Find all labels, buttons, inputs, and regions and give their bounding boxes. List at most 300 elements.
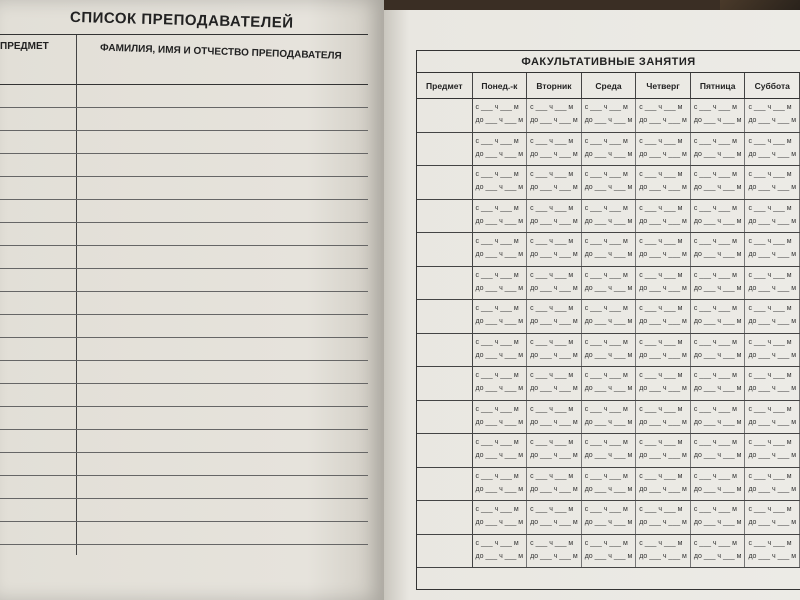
time-slot-cell [691, 334, 746, 367]
time-slot-cell [582, 401, 637, 434]
teacher-row [0, 246, 368, 269]
time-slot-cell [473, 468, 528, 501]
time-slot-cell [582, 334, 637, 367]
time-slot-cell [691, 367, 746, 400]
time-slot-cell [636, 133, 691, 166]
time-from-line: с ___ ч ___ м [639, 405, 683, 413]
time-slot-cell [636, 434, 691, 467]
time-from-line: с ___ ч ___ м [693, 171, 737, 178]
time-slot-cell [636, 99, 691, 132]
time-slot-cell [636, 401, 691, 434]
teacher-row [0, 269, 368, 292]
time-from-line: с ___ ч ___ м [748, 472, 792, 480]
time-to-line: до ___ ч ___ м [748, 385, 797, 392]
time-slot-cell [691, 300, 746, 333]
time-slot-cell [582, 501, 637, 534]
time-to-line: до ___ ч ___ м [639, 251, 687, 258]
time-to-line: до ___ ч ___ м [584, 150, 633, 158]
time-to-line: до ___ ч ___ м [475, 284, 524, 292]
time-from-line: с ___ ч ___ м [639, 204, 683, 212]
time-from-line: с ___ ч ___ м [748, 238, 792, 245]
elective-row [417, 501, 800, 535]
time-from-line: с ___ ч ___ м [639, 506, 683, 513]
time-to-line: до ___ ч ___ м [748, 117, 797, 124]
time-to-line: до ___ ч ___ м [693, 485, 742, 493]
time-to-line: до ___ ч ___ м [748, 485, 797, 493]
time-from-line: с ___ ч ___ м [584, 506, 628, 513]
time-slot-cell [745, 300, 800, 333]
time-from-line: с ___ ч ___ м [584, 238, 628, 245]
time-to-line: до ___ ч ___ м [748, 452, 797, 459]
time-slot-cell [473, 166, 528, 199]
time-slot-cell [745, 401, 800, 434]
time-from-line: с ___ ч ___ м [693, 238, 737, 245]
time-to-line: до ___ ч ___ м [693, 217, 742, 225]
time-slot-cell [691, 133, 746, 166]
time-slot-cell [582, 535, 637, 568]
elective-subject-cell [417, 133, 473, 166]
elective-row [417, 401, 800, 435]
time-to-line: до ___ ч ___ м [475, 552, 524, 560]
time-to-line: до ___ ч ___ м [693, 385, 742, 392]
time-slot-cell [473, 300, 528, 333]
time-slot-cell [527, 334, 582, 367]
time-to-line: до ___ ч ___ м [639, 217, 687, 225]
time-from-line: с ___ ч ___ м [748, 305, 792, 312]
elective-row [417, 367, 800, 401]
time-from-line: с ___ ч ___ м [584, 439, 628, 446]
time-slot-cell [473, 334, 528, 367]
elective-subject-cell [417, 99, 473, 132]
time-to-line: до ___ ч ___ м [530, 217, 578, 225]
time-from-line: с ___ ч ___ м [748, 204, 792, 212]
time-slot-cell [745, 267, 800, 300]
time-slot-cell [691, 501, 746, 534]
time-from-line: с ___ ч ___ м [530, 338, 574, 346]
time-from-line: с ___ ч ___ м [748, 539, 792, 547]
time-slot-cell [691, 535, 746, 568]
elective-row [417, 166, 800, 200]
time-to-line: до ___ ч ___ м [584, 418, 633, 426]
time-from-line: с ___ ч ___ м [530, 372, 574, 379]
teachers-table-rows [0, 85, 368, 545]
time-slot-cell [636, 267, 691, 300]
time-to-line: до ___ ч ___ м [639, 519, 687, 526]
time-slot-cell [636, 334, 691, 367]
time-from-line: с ___ ч ___ м [530, 171, 574, 178]
time-slot-cell [582, 367, 637, 400]
teacher-row [0, 522, 368, 545]
teacher-row [0, 292, 368, 315]
time-from-line: с ___ ч ___ м [530, 506, 574, 513]
time-slot-cell [473, 233, 528, 266]
time-slot-cell [527, 367, 582, 400]
time-from-line: с ___ ч ___ м [475, 238, 519, 245]
elective-row [417, 434, 800, 468]
time-from-line: с ___ ч ___ м [530, 539, 574, 547]
time-from-line: с ___ ч ___ м [584, 372, 628, 379]
time-slot-cell [527, 434, 582, 467]
time-to-line: до ___ ч ___ м [584, 251, 633, 258]
time-from-line: с ___ ч ___ м [748, 137, 792, 145]
teacher-row [0, 85, 368, 108]
time-from-line: с ___ ч ___ м [639, 171, 683, 178]
elective-row [417, 267, 800, 301]
time-to-line: до ___ ч ___ м [693, 284, 742, 292]
teacher-row [0, 223, 368, 246]
time-from-line: с ___ ч ___ м [475, 405, 519, 413]
time-slot-cell [745, 233, 800, 266]
time-from-line: с ___ ч ___ м [475, 372, 519, 379]
time-from-line: с ___ ч ___ м [584, 104, 628, 111]
teacher-row [0, 361, 368, 384]
time-slot-cell [582, 267, 637, 300]
time-to-line: до ___ ч ___ м [748, 184, 797, 191]
time-to-line: до ___ ч ___ м [475, 318, 524, 325]
time-to-line: до ___ ч ___ м [639, 351, 687, 359]
time-to-line: до ___ ч ___ м [530, 485, 578, 493]
time-slot-cell [745, 99, 800, 132]
time-slot-cell [473, 99, 528, 132]
time-from-line: с ___ ч ___ м [639, 104, 683, 111]
time-from-line: с ___ ч ___ м [748, 171, 792, 178]
elective-subject-cell [417, 267, 473, 300]
time-slot-cell [745, 166, 800, 199]
time-to-line: до ___ ч ___ м [584, 519, 633, 526]
time-from-line: с ___ ч ___ м [584, 405, 628, 413]
time-to-line: до ___ ч ___ м [475, 251, 524, 258]
time-slot-cell [582, 99, 637, 132]
time-from-line: с ___ ч ___ м [639, 238, 683, 245]
time-from-line: с ___ ч ___ м [584, 171, 628, 178]
time-to-line: до ___ ч ___ м [475, 117, 524, 124]
time-to-line: до ___ ч ___ м [530, 385, 578, 392]
time-slot-cell [636, 501, 691, 534]
time-slot-cell [636, 468, 691, 501]
time-to-line: до ___ ч ___ м [530, 284, 578, 292]
time-to-line: до ___ ч ___ м [584, 385, 633, 392]
time-to-line: до ___ ч ___ м [693, 452, 742, 459]
time-to-line: до ___ ч ___ м [475, 519, 524, 526]
time-from-line: с ___ ч ___ м [584, 472, 628, 480]
time-to-line: до ___ ч ___ м [475, 485, 524, 493]
elective-row [417, 535, 800, 569]
teacher-row [0, 430, 368, 453]
teacher-row [0, 131, 368, 154]
time-slot-cell [582, 200, 637, 233]
elective-row [417, 200, 800, 234]
time-from-line: с ___ ч ___ м [530, 137, 574, 145]
time-from-line: с ___ ч ___ м [475, 204, 519, 212]
subject-column-header: ПРЕДМЕТ [0, 41, 49, 52]
elective-row [417, 334, 800, 368]
time-slot-cell [527, 501, 582, 534]
time-from-line: с ___ ч ___ м [475, 137, 519, 145]
time-from-line: с ___ ч ___ м [530, 439, 574, 446]
elective-row [417, 300, 800, 334]
time-from-line: с ___ ч ___ м [639, 305, 683, 312]
teacher-row [0, 453, 368, 476]
time-to-line: до ___ ч ___ м [639, 318, 687, 325]
time-from-line: с ___ ч ___ м [639, 372, 683, 379]
time-from-line: с ___ ч ___ м [530, 204, 574, 212]
time-slot-cell [745, 468, 800, 501]
time-slot-cell [527, 300, 582, 333]
time-from-line: с ___ ч ___ м [530, 271, 574, 279]
teachers-table-header [0, 35, 368, 85]
elective-subject-cell [417, 535, 473, 568]
time-to-line: до ___ ч ___ м [475, 217, 524, 225]
time-to-line: до ___ ч ___ м [639, 284, 687, 292]
time-from-line: с ___ ч ___ м [693, 338, 737, 346]
time-slot-cell [636, 166, 691, 199]
time-from-line: с ___ ч ___ м [530, 405, 574, 413]
time-from-line: с ___ ч ___ м [639, 472, 683, 480]
time-from-line: с ___ ч ___ м [693, 372, 737, 379]
time-slot-cell [473, 501, 528, 534]
time-slot-cell [691, 99, 746, 132]
time-to-line: до ___ ч ___ м [748, 519, 797, 526]
elective-subject-cell [417, 401, 473, 434]
time-slot-cell [745, 200, 800, 233]
time-from-line: с ___ ч ___ м [693, 439, 737, 446]
teacher-row [0, 476, 368, 499]
time-slot-cell [473, 401, 528, 434]
time-to-line: до ___ ч ___ м [584, 318, 633, 325]
day-header: Понед.-к [473, 73, 528, 98]
time-from-line: с ___ ч ___ м [748, 439, 792, 446]
time-from-line: с ___ ч ___ м [475, 506, 519, 513]
time-to-line: до ___ ч ___ м [693, 552, 742, 560]
time-from-line: с ___ ч ___ м [584, 338, 628, 346]
time-from-line: с ___ ч ___ м [748, 506, 792, 513]
time-to-line: до ___ ч ___ м [748, 318, 797, 325]
time-from-line: с ___ ч ___ м [639, 271, 683, 279]
time-from-line: с ___ ч ___ м [748, 271, 792, 279]
time-slot-cell [636, 200, 691, 233]
time-to-line: до ___ ч ___ м [639, 150, 687, 158]
time-slot-cell [527, 200, 582, 233]
time-from-line: с ___ ч ___ м [475, 472, 519, 480]
teacher-row [0, 407, 368, 430]
time-slot-cell [582, 300, 637, 333]
time-slot-cell [691, 267, 746, 300]
time-slot-cell [745, 501, 800, 534]
time-from-line: с ___ ч ___ м [475, 171, 519, 178]
time-to-line: до ___ ч ___ м [584, 552, 633, 560]
time-to-line: до ___ ч ___ м [693, 251, 742, 258]
time-to-line: до ___ ч ___ м [530, 251, 578, 258]
time-to-line: до ___ ч ___ м [584, 217, 633, 225]
time-slot-cell [636, 300, 691, 333]
time-from-line: с ___ ч ___ м [693, 506, 737, 513]
elective-subject-cell [417, 468, 473, 501]
time-to-line: до ___ ч ___ м [639, 418, 687, 426]
time-slot-cell [691, 434, 746, 467]
time-to-line: до ___ ч ___ м [748, 251, 797, 258]
time-from-line: с ___ ч ___ м [475, 104, 519, 111]
time-from-line: с ___ ч ___ м [530, 305, 574, 312]
time-slot-cell [636, 233, 691, 266]
time-to-line: до ___ ч ___ м [693, 117, 742, 124]
time-to-line: до ___ ч ___ м [530, 519, 578, 526]
time-to-line: до ___ ч ___ м [475, 385, 524, 392]
time-from-line: с ___ ч ___ м [475, 305, 519, 312]
time-to-line: до ___ ч ___ м [530, 150, 578, 158]
time-to-line: до ___ ч ___ м [693, 150, 742, 158]
teacher-row [0, 154, 368, 177]
time-to-line: до ___ ч ___ м [748, 418, 797, 426]
time-to-line: до ___ ч ___ м [693, 418, 742, 426]
teacher-row [0, 200, 368, 223]
time-from-line: с ___ ч ___ м [639, 439, 683, 446]
time-to-line: до ___ ч ___ м [584, 284, 633, 292]
elective-row [417, 233, 800, 267]
teacher-row [0, 499, 368, 522]
right-page [384, 10, 800, 600]
time-to-line: до ___ ч ___ м [475, 452, 524, 459]
time-to-line: до ___ ч ___ м [639, 485, 687, 493]
teachers-table [0, 34, 368, 554]
time-slot-cell [691, 200, 746, 233]
time-slot-cell [745, 133, 800, 166]
time-to-line: до ___ ч ___ м [475, 184, 524, 191]
time-slot-cell [745, 434, 800, 467]
time-slot-cell [691, 166, 746, 199]
time-from-line: с ___ ч ___ м [530, 472, 574, 480]
teachers-list-title: СПИСОК ПРЕПОДАВАТЕЛЕЙ [69, 8, 294, 32]
time-slot-cell [691, 401, 746, 434]
time-slot-cell [527, 535, 582, 568]
time-slot-cell [527, 468, 582, 501]
time-from-line: с ___ ч ___ м [748, 338, 792, 346]
time-from-line: с ___ ч ___ м [693, 137, 737, 145]
time-slot-cell [473, 267, 528, 300]
time-from-line: с ___ ч ___ м [639, 539, 683, 547]
time-slot-cell [473, 535, 528, 568]
time-from-line: с ___ ч ___ м [693, 472, 737, 480]
time-to-line: до ___ ч ___ м [530, 552, 578, 560]
teacher-row [0, 338, 368, 361]
time-to-line: до ___ ч ___ м [693, 351, 742, 359]
time-to-line: до ___ ч ___ м [748, 150, 797, 158]
teacher-row [0, 177, 368, 200]
time-to-line: до ___ ч ___ м [639, 184, 687, 191]
time-slot-cell [473, 367, 528, 400]
time-from-line: с ___ ч ___ м [693, 204, 737, 212]
time-to-line: до ___ ч ___ м [693, 184, 742, 191]
time-slot-cell [745, 367, 800, 400]
day-header: Четверг [636, 73, 691, 98]
elective-subject-cell [417, 200, 473, 233]
time-from-line: с ___ ч ___ м [530, 238, 574, 245]
time-from-line: с ___ ч ___ м [748, 405, 792, 413]
time-to-line: до ___ ч ___ м [584, 485, 633, 493]
teacher-row [0, 108, 368, 131]
elective-subject-cell [417, 233, 473, 266]
time-from-line: с ___ ч ___ м [693, 405, 737, 413]
time-from-line: с ___ ч ___ м [693, 104, 737, 111]
time-from-line: с ___ ч ___ м [475, 439, 519, 446]
time-to-line: до ___ ч ___ м [639, 552, 687, 560]
subject-header: Предмет [417, 73, 473, 98]
time-to-line: до ___ ч ___ м [584, 117, 633, 124]
elective-subject-cell [417, 367, 473, 400]
electives-title: ФАКУЛЬТАТИВНЫЕ ЗАНЯТИЯ [417, 51, 800, 73]
time-to-line: до ___ ч ___ м [584, 351, 633, 359]
elective-subject-cell [417, 434, 473, 467]
time-slot-cell [527, 401, 582, 434]
teacher-row [0, 384, 368, 407]
time-to-line: до ___ ч ___ м [639, 452, 687, 459]
time-to-line: до ___ ч ___ м [530, 117, 578, 124]
time-to-line: до ___ ч ___ м [748, 351, 797, 359]
elective-row [417, 468, 800, 502]
time-slot-cell [636, 535, 691, 568]
time-slot-cell [582, 434, 637, 467]
time-to-line: до ___ ч ___ м [748, 217, 797, 225]
time-to-line: до ___ ч ___ м [584, 452, 633, 459]
time-from-line: с ___ ч ___ м [693, 271, 737, 279]
time-from-line: с ___ ч ___ м [584, 305, 628, 312]
time-to-line: до ___ ч ___ м [693, 519, 742, 526]
elective-subject-cell [417, 300, 473, 333]
time-from-line: с ___ ч ___ м [693, 539, 737, 547]
teacher-row [0, 315, 368, 338]
time-slot-cell [527, 267, 582, 300]
time-slot-cell [527, 166, 582, 199]
time-to-line: до ___ ч ___ м [530, 184, 578, 191]
time-slot-cell [473, 434, 528, 467]
time-from-line: с ___ ч ___ м [475, 539, 519, 547]
time-from-line: с ___ ч ___ м [584, 137, 628, 145]
time-slot-cell [527, 99, 582, 132]
time-from-line: с ___ ч ___ м [584, 539, 628, 547]
time-slot-cell [582, 133, 637, 166]
day-header: Суббота [745, 73, 800, 98]
time-to-line: до ___ ч ___ м [530, 418, 578, 426]
time-from-line: с ___ ч ___ м [639, 338, 683, 346]
elective-row [417, 133, 800, 167]
day-header: Пятница [691, 73, 746, 98]
time-slot-cell [527, 133, 582, 166]
time-from-line: с ___ ч ___ м [530, 104, 574, 111]
time-slot-cell [582, 233, 637, 266]
time-to-line: до ___ ч ___ м [639, 385, 687, 392]
left-page [0, 0, 384, 600]
electives-table-header [417, 73, 800, 99]
time-to-line: до ___ ч ___ м [475, 351, 524, 359]
time-from-line: с ___ ч ___ м [584, 271, 628, 279]
time-to-line: до ___ ч ___ м [584, 184, 633, 191]
time-slot-cell [745, 334, 800, 367]
time-from-line: с ___ ч ___ м [748, 104, 792, 111]
day-header: Среда [582, 73, 637, 98]
time-slot-cell [473, 133, 528, 166]
time-slot-cell [582, 468, 637, 501]
time-slot-cell [691, 233, 746, 266]
day-header: Вторник [527, 73, 582, 98]
time-to-line: до ___ ч ___ м [639, 117, 687, 124]
time-to-line: до ___ ч ___ м [530, 452, 578, 459]
time-to-line: до ___ ч ___ м [475, 418, 524, 426]
electives-table-rows [417, 99, 800, 568]
elective-subject-cell [417, 334, 473, 367]
electives-table [416, 50, 800, 590]
time-to-line: до ___ ч ___ м [530, 351, 578, 359]
time-to-line: до ___ ч ___ м [748, 284, 797, 292]
time-slot-cell [527, 233, 582, 266]
